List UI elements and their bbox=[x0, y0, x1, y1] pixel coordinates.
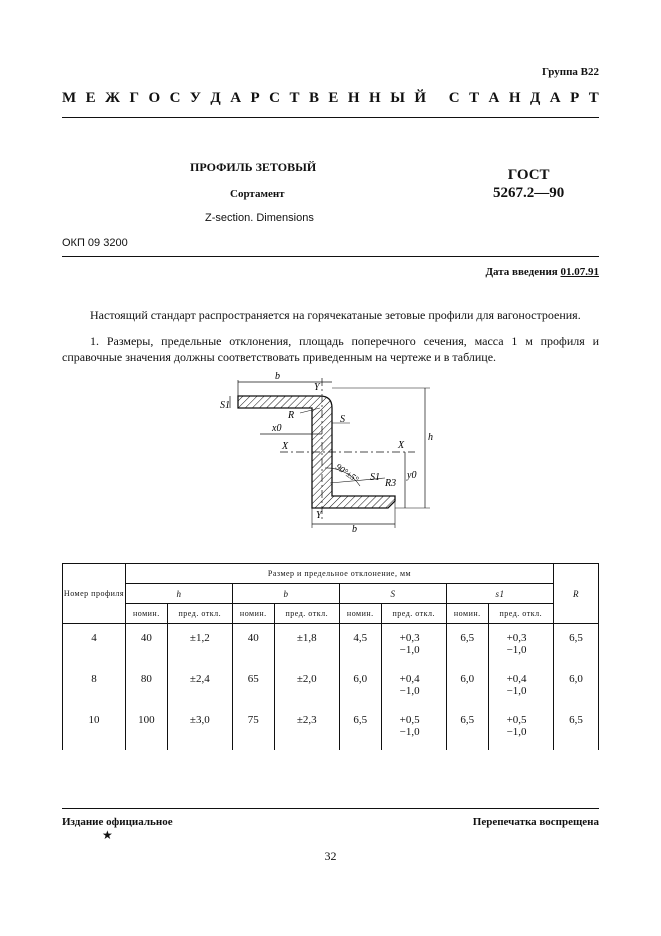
document-subtitle: Сортамент bbox=[230, 188, 285, 200]
heading-letter: А bbox=[230, 90, 242, 106]
heading-letter: Н bbox=[508, 90, 521, 106]
axis-label-y-top: Y bbox=[314, 382, 320, 393]
dim-h: h bbox=[428, 432, 433, 443]
sub-header-nom: номин. bbox=[126, 604, 168, 624]
introduction-date bbox=[485, 266, 599, 278]
tolerance-lower: −1,0 bbox=[399, 644, 420, 656]
heading-letter: Г bbox=[129, 90, 139, 106]
cell-b-nominal: 40 bbox=[232, 624, 274, 669]
heading-letter: Д bbox=[530, 90, 541, 106]
cell-s-tolerance bbox=[381, 709, 446, 750]
cell-profile-number: 10 bbox=[63, 709, 126, 750]
group-code: Группа В22 bbox=[541, 66, 599, 78]
cell-s-tolerance bbox=[381, 624, 446, 669]
sub-header-nom: номин. bbox=[232, 604, 274, 624]
heading-letter: Й bbox=[414, 90, 427, 106]
sub-header-tol: пред. откл. bbox=[167, 604, 232, 624]
tolerance-lower: −1,0 bbox=[506, 726, 527, 738]
page-number: 32 bbox=[324, 849, 337, 863]
heading-letter: Е bbox=[328, 90, 339, 106]
dim-s: S bbox=[340, 414, 345, 425]
heading-letter: Н bbox=[369, 90, 381, 106]
col-header-s1: s1 bbox=[446, 584, 553, 604]
tolerance-upper: +0,3 bbox=[506, 632, 527, 644]
tolerance-upper: +0,5 bbox=[399, 714, 420, 726]
cell-r: 6,5 bbox=[554, 709, 599, 750]
table-row bbox=[63, 624, 599, 669]
col-group-header: Размер и предельное отклонение, мм bbox=[126, 564, 554, 584]
cell-h-nominal: 100 bbox=[126, 709, 168, 750]
axis-label-x-left: X bbox=[282, 441, 289, 452]
sub-header-nom: номин. bbox=[339, 604, 381, 624]
cell-s1-tolerance bbox=[488, 709, 553, 750]
cell-b-tolerance: ±2,0 bbox=[274, 668, 339, 709]
cell-b-tolerance: ±2,3 bbox=[274, 709, 339, 750]
cell-s1-nominal: 6,5 bbox=[446, 709, 488, 750]
heading-letter: Р bbox=[250, 90, 260, 106]
heading-letter: С bbox=[448, 90, 460, 106]
heading-letter: У bbox=[189, 90, 201, 106]
heading-letter: О bbox=[148, 90, 161, 106]
tolerance-upper: +0,4 bbox=[506, 673, 527, 685]
cell-s-nominal: 4,5 bbox=[339, 624, 381, 669]
dim-b-top: b bbox=[275, 371, 280, 382]
heading-letter: Т bbox=[469, 90, 480, 106]
tolerance-upper: +0,5 bbox=[506, 714, 527, 726]
cell-h-nominal: 40 bbox=[126, 624, 168, 669]
dim-r: R bbox=[288, 410, 295, 421]
cell-b-nominal: 65 bbox=[232, 668, 274, 709]
heading-letter: В bbox=[308, 90, 319, 106]
dim-r3: R3 bbox=[385, 478, 397, 489]
cell-s1-nominal: 6,0 bbox=[446, 668, 488, 709]
heading-letter: А bbox=[488, 90, 500, 106]
tolerance-upper: +0,4 bbox=[399, 673, 420, 685]
heading-letter: Н bbox=[347, 90, 360, 106]
divider bbox=[62, 256, 599, 257]
sub-header-tol: пред. откл. bbox=[488, 604, 553, 624]
gost-label: ГОСТ bbox=[507, 167, 550, 183]
reprint-note: Перепечатка воспрещена bbox=[472, 816, 599, 828]
tolerance-lower: −1,0 bbox=[399, 726, 420, 738]
sub-header-tol: пред. откл. bbox=[381, 604, 446, 624]
heading-letter: М bbox=[62, 90, 77, 106]
heading-letter: Е bbox=[85, 90, 96, 106]
cell-s-nominal: 6,5 bbox=[339, 709, 381, 750]
paragraph-requirements: 1. Размеры, предельные отклонения, площадь поперечного сечения, масса 1 м профиля и справочные значения должны соответствовать приведенным на чертеже и в таблице. bbox=[62, 334, 599, 364]
tolerance-lower: −1,0 bbox=[506, 685, 527, 697]
heading-letter: Ы bbox=[390, 90, 405, 106]
dim-b-bottom: b bbox=[352, 524, 357, 533]
standard-type-heading bbox=[62, 90, 599, 107]
cell-b-tolerance: ±1,8 bbox=[274, 624, 339, 669]
tolerance-upper: +0,3 bbox=[399, 632, 420, 644]
tolerance-lower: −1,0 bbox=[506, 644, 527, 656]
axis-label-x-right: X bbox=[398, 440, 405, 451]
heading-letter: Ж bbox=[105, 90, 120, 106]
table-row bbox=[63, 709, 599, 750]
okp-code: ОКП 09 3200 bbox=[62, 237, 128, 249]
dimensions-table bbox=[62, 563, 599, 750]
divider bbox=[62, 808, 599, 809]
axis-label-y-bottom: Y bbox=[316, 510, 322, 521]
cell-h-nominal: 80 bbox=[126, 668, 168, 709]
heading-letter: Т bbox=[289, 90, 300, 106]
cell-r: 6,5 bbox=[554, 624, 599, 669]
col-header-h: h bbox=[126, 584, 233, 604]
table-row bbox=[63, 668, 599, 709]
cell-s-tolerance bbox=[381, 668, 446, 709]
cell-b-nominal: 75 bbox=[232, 709, 274, 750]
heading-letter: Д bbox=[210, 90, 221, 106]
cell-s1-nominal: 6,5 bbox=[446, 624, 488, 669]
table-body bbox=[63, 624, 599, 751]
star-icon: ★ bbox=[102, 828, 113, 842]
sub-header-nom: номин. bbox=[446, 604, 488, 624]
divider bbox=[62, 117, 599, 118]
cell-h-tolerance: ±3,0 bbox=[167, 709, 232, 750]
cell-profile-number: 4 bbox=[63, 624, 126, 669]
col-header-b: b bbox=[232, 584, 339, 604]
heading-letter: С bbox=[269, 90, 280, 106]
gost-code: 5267.2—90 bbox=[493, 185, 565, 201]
cell-s1-tolerance bbox=[488, 624, 553, 669]
intro-date-value: 01.07.91 bbox=[560, 266, 599, 278]
cell-h-tolerance: ±1,2 bbox=[167, 624, 232, 669]
cell-s1-tolerance bbox=[488, 668, 553, 709]
cell-h-tolerance: ±2,4 bbox=[167, 668, 232, 709]
col-header-r: R bbox=[554, 564, 599, 624]
document-title: ПРОФИЛЬ ЗЕТОВЫЙ bbox=[190, 160, 317, 174]
heading-letter: Т bbox=[588, 90, 599, 106]
heading-gap bbox=[436, 90, 440, 107]
dim-s1-left: S1 bbox=[220, 400, 230, 411]
dim-x0: x0 bbox=[272, 423, 282, 434]
dim-y0: y0 bbox=[407, 470, 417, 481]
english-title: Z-section. Dimensions bbox=[205, 212, 314, 224]
edition-note: Издание официальное bbox=[62, 816, 173, 828]
sub-header-tol: пред. откл. bbox=[274, 604, 339, 624]
cell-s-nominal: 6,0 bbox=[339, 668, 381, 709]
z-section-drawing bbox=[200, 368, 440, 533]
heading-letter: Р bbox=[570, 90, 580, 106]
dim-s1-bottom: S1 bbox=[370, 472, 380, 483]
cell-profile-number: 8 bbox=[63, 668, 126, 709]
col-header-s: S bbox=[339, 584, 446, 604]
heading-letter: А bbox=[549, 90, 561, 106]
heading-letter: С bbox=[169, 90, 181, 106]
paragraph-scope: Настоящий стандарт распространяется на горячекатаные зетовые профили для вагоностроения. bbox=[90, 308, 581, 322]
col-header-profile: Номер профиля bbox=[63, 564, 126, 624]
gost-number bbox=[493, 166, 564, 202]
dim-angle: 90°±5° bbox=[333, 461, 361, 485]
tolerance-lower: −1,0 bbox=[399, 685, 420, 697]
intro-label: Дата введения bbox=[485, 266, 558, 278]
cell-r: 6,0 bbox=[554, 668, 599, 709]
